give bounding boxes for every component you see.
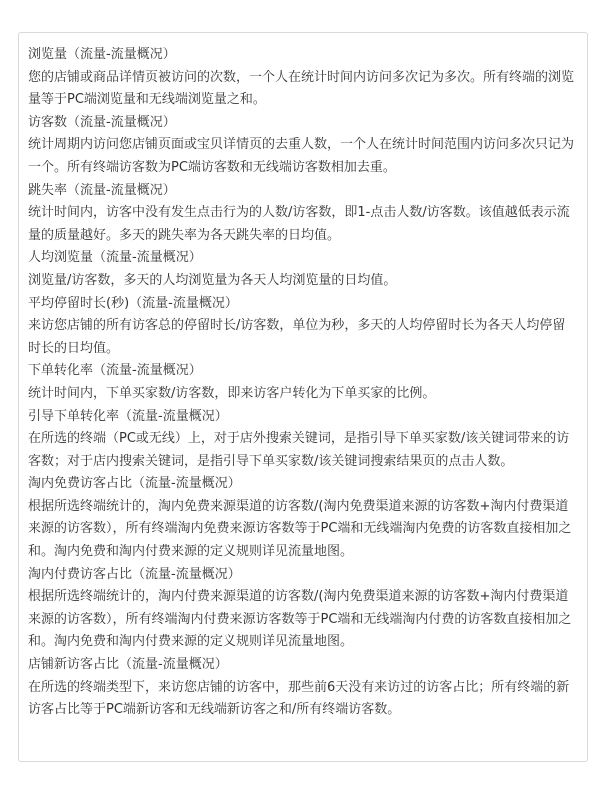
definition-description: 浏览量/访客数，多天的人均浏览量为各天人均浏览量的日均值。	[28, 272, 397, 288]
definition-title: 跳失率（流量-流量概况）	[28, 182, 176, 198]
definition-title: 下单转化率（流量-流量概况）	[28, 363, 202, 379]
definition-title: 人均浏览量（流量-流量概况）	[28, 250, 202, 266]
definition-description: 在所选的终端（PC或无线）上，对于店外搜索关键词，是指引导下单买家数/该关键词带来的访客数；对于店内搜索关键词，是指引导下单买家数/该关键词搜索结果页的点击人数。	[28, 431, 570, 469]
definition-description: 您的店铺或商品详情页被访问的次数，一个人在统计时间内访问多次记为多次。所有终端的浏览量等于PC端浏览量和无线端浏览量之和。	[28, 69, 575, 108]
definition-description: 根据所选终端统计的，淘内免费来源渠道的访客数/(淘内免费渠道来源的访客数+淘内付费渠道来源的访客数），所有终端淘内免费来源访客数等于PC端和无线端淘内免费的访客数直接相加之和。淘内免费和淘内付费来源的定义规则详见流量地图。	[28, 498, 572, 560]
definition-free-visitor-share	[28, 473, 577, 563]
definition-avg-stay-duration	[28, 293, 577, 361]
definition-paid-visitor-share	[28, 564, 577, 654]
definition-description: 统计时间内，下单买家数/访客数，即来访客户转化为下单买家的比例。	[28, 385, 436, 401]
definition-title: 淘内免费访客占比（流量-流量概况）	[28, 476, 241, 492]
definition-title: 店铺新访客占比（流量-流量概况）	[28, 657, 228, 673]
definition-description: 统计时间内，访客中没有发生点击行为的人数/访客数，即1-点击人数/访客数。该值越低表示流量的质量越好。多天的跳失率为各天跳失率的日均值。	[28, 205, 570, 243]
definition-title: 访客数（流量-流量概况）	[28, 114, 176, 130]
definition-guided-conversion-rate	[28, 406, 577, 474]
definitions-card	[18, 32, 588, 762]
definition-order-conversion-rate	[28, 360, 577, 405]
definition-description: 来访您店铺的所有访客总的停留时长/访客数，单位为秒，多天的人均停留时长为各天人均停留时长的日均值。	[28, 318, 566, 356]
definition-visitors	[28, 112, 577, 180]
definition-title: 平均停留时长(秒)（流量-流量概况）	[28, 295, 238, 311]
definition-pageviews	[28, 44, 577, 112]
definition-avg-pageviews	[28, 247, 577, 292]
definition-title: 淘内付费访客占比（流量-流量概况）	[28, 566, 241, 582]
definition-new-visitor-share	[28, 654, 577, 722]
definition-title: 引导下单转化率（流量-流量概况）	[28, 408, 228, 424]
definition-bounce-rate	[28, 180, 577, 248]
definition-title: 浏览量（流量-流量概况）	[28, 47, 176, 62]
definition-description: 根据所选终端统计的，淘内付费来源渠道的访客数/(淘内免费渠道来源的访客数+淘内付费渠道来源的访客数），所有终端淘内付费来源访客数等于PC端和无线端淘内付费的访客数直接相加之和。淘内免费和淘内付费来源的定义规则详见流量地图。	[28, 589, 572, 650]
definition-description: 统计周期内访问您店铺页面或宝贝详情页的去重人数，一个人在统计时间范围内访问多次只记为一个。所有终端访客数为PC端访客数和无线端访客数相加去重。	[28, 137, 575, 175]
definition-description: 在所选的终端类型下，来访您店铺的访客中，那些前6天没有来访过的访客占比；所有终端的新访客占比等于PC端新访客和无线端新访客之和/所有终端访客数。	[28, 679, 570, 718]
